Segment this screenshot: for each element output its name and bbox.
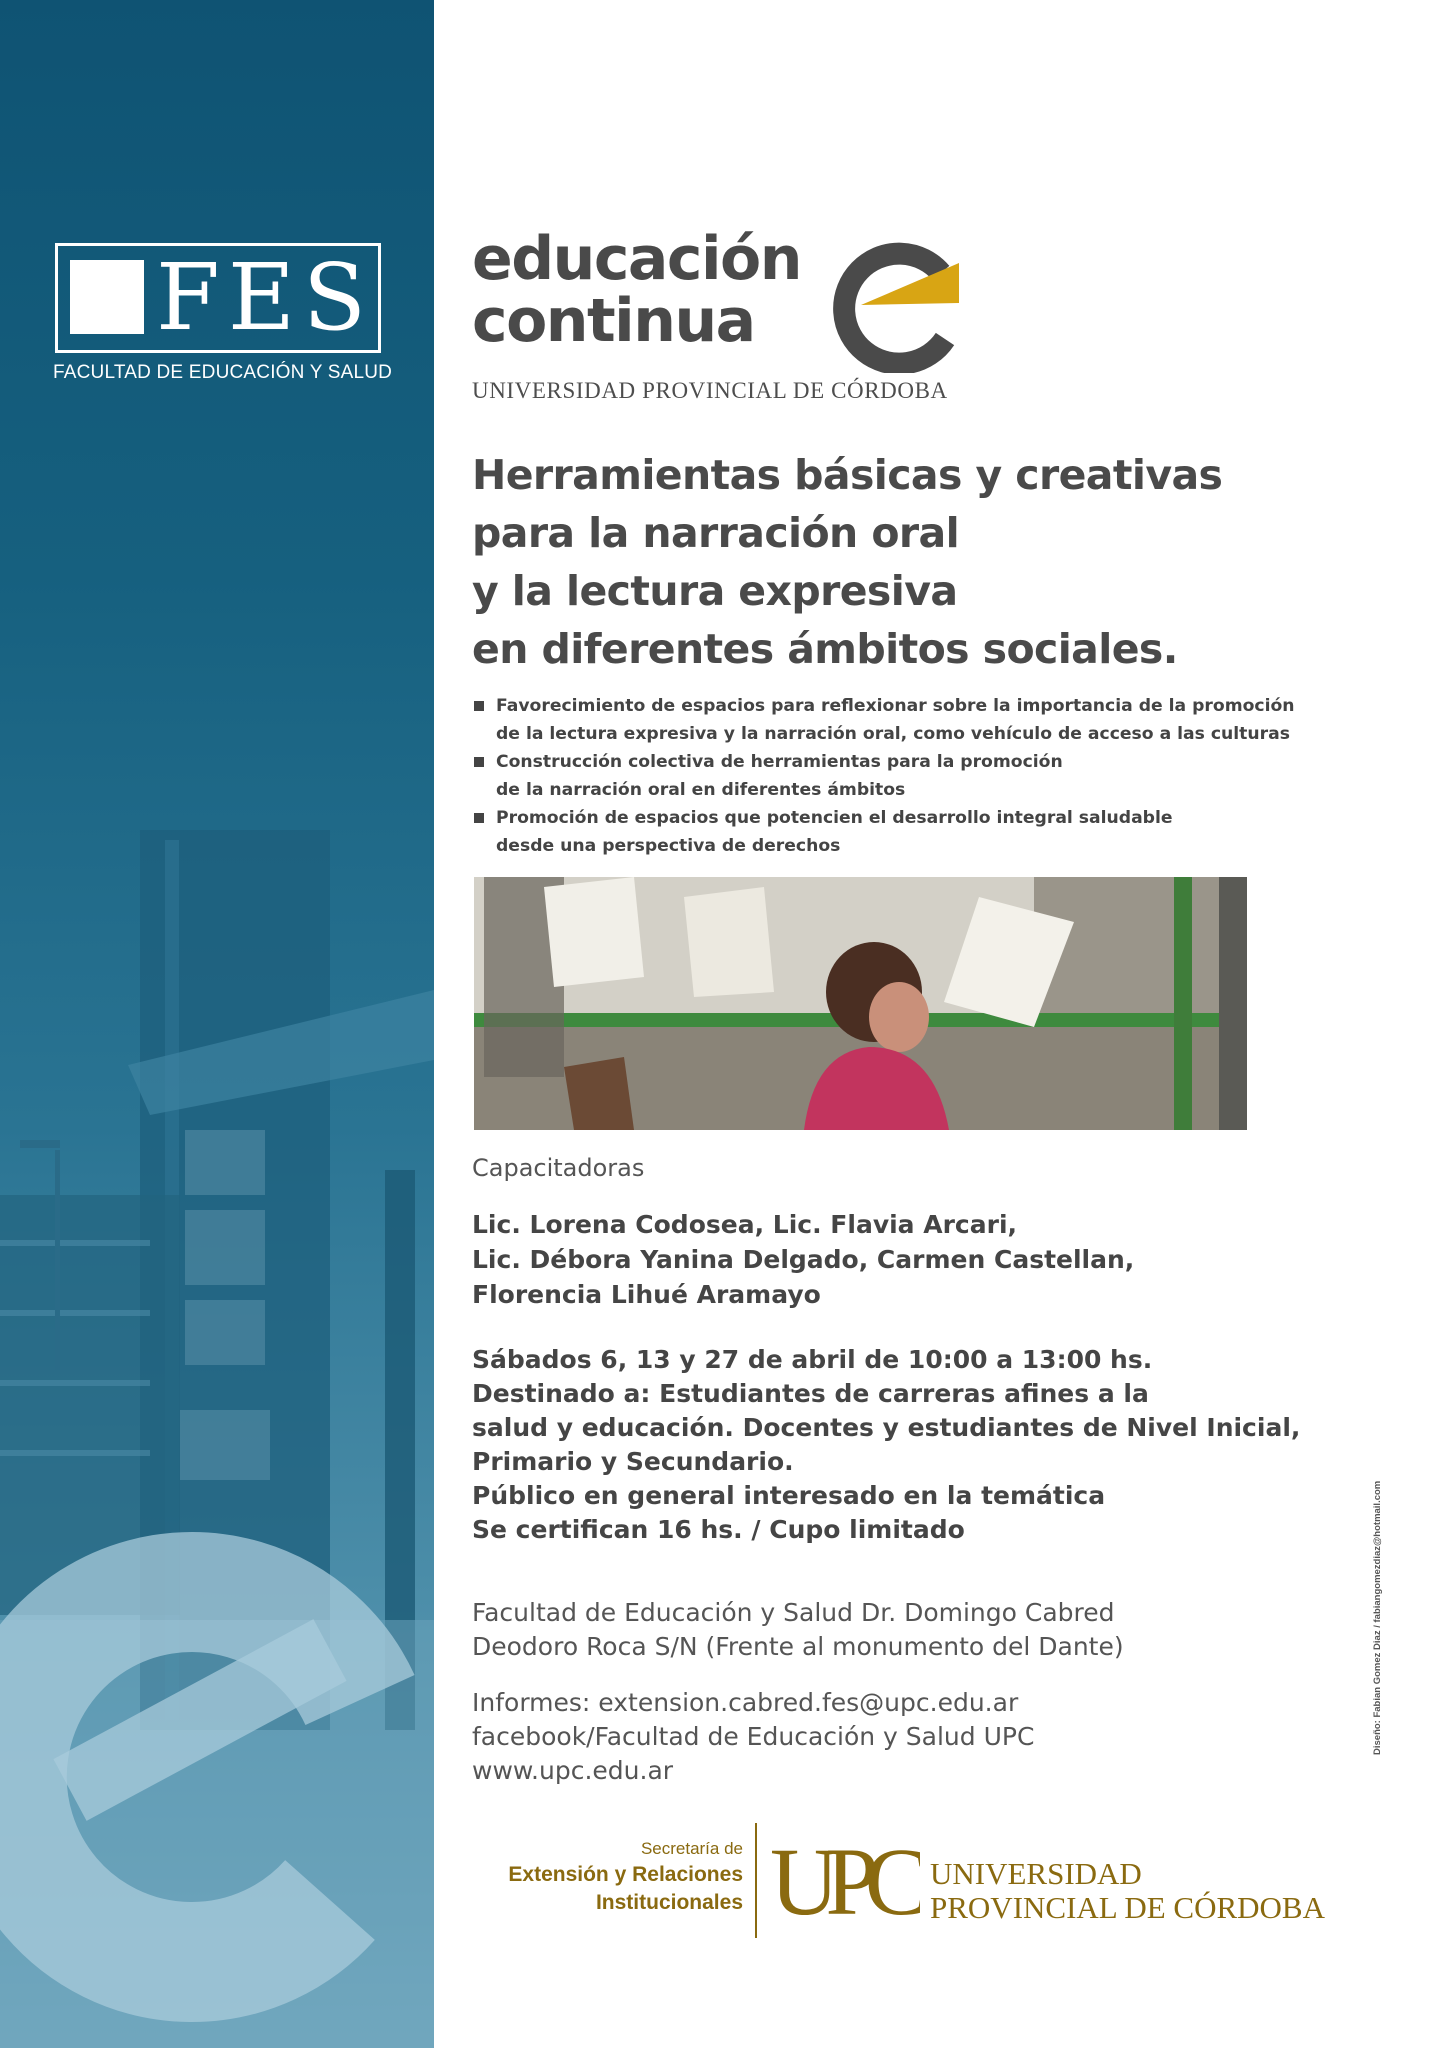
- venue-info: [472, 1596, 1124, 1664]
- course-title: [472, 446, 1372, 678]
- bullet-square-icon: [474, 701, 484, 711]
- e-logo-icon: [833, 233, 973, 373]
- sidebar-band: [0, 0, 434, 2048]
- course-title-line: y la lectura expresiva: [472, 567, 958, 615]
- contact-info: [472, 1686, 1034, 1788]
- objective-line: de la narración oral en diferentes ámbitos: [496, 780, 906, 800]
- contact-website[interactable]: www.upc.edu.ar: [472, 1756, 674, 1785]
- course-title-line: en diferentes ámbitos sociales.: [472, 625, 1178, 673]
- course-title-line: Herramientas básicas y creativas: [472, 451, 1223, 499]
- detail-line: Sábados 6, 13 y 27 de abril de 10:00 a 13:00 hs.: [472, 1345, 1153, 1374]
- detail-line: Se certifican 16 hs. / Cupo limitado: [472, 1515, 965, 1544]
- objective-line: Favorecimiento de espacios para reflexionar sobre la importancia de la promoción: [496, 696, 1295, 716]
- fes-logo: [55, 243, 381, 353]
- secretaria-block: [450, 1837, 743, 1917]
- detail-line: Público en general interesado en la temática: [472, 1481, 1106, 1510]
- bullet-square-icon: [474, 757, 484, 767]
- objective-line: Construcción colectiva de herramientas para la promoción: [496, 752, 1063, 772]
- objective-line: Promoción de espacios que potencien el desarrollo integral saludable: [496, 808, 1173, 828]
- objective-line: desde una perspectiva de derechos: [496, 836, 841, 856]
- fes-logo-text: FES: [156, 244, 375, 351]
- upc-full-name: [930, 1857, 1325, 1925]
- trainers-line: Florencia Lihué Aramayo: [472, 1280, 821, 1309]
- upc-name-line: UNIVERSIDAD: [930, 1856, 1142, 1891]
- upc-logo-text: UPC: [770, 1832, 915, 1927]
- course-photo: [474, 877, 1247, 1130]
- contact-email[interactable]: Informes: extension.cabred.fes@upc.edu.ar: [472, 1688, 1019, 1717]
- objectives-list: [472, 692, 1352, 860]
- secretaria-line: Secretaría de: [640, 1839, 743, 1858]
- objective-line: de la lectura expresiva y la narración oral, como vehículo de acceso a las culturas: [496, 724, 1290, 744]
- detail-line: Destinado a: Estudiantes de carreras afines a la: [472, 1379, 1149, 1408]
- fes-logo-square: [70, 260, 144, 334]
- venue-line: Deodoro Roca S/N (Frente al monumento del Dante): [472, 1632, 1124, 1661]
- objective-item: [472, 804, 1352, 860]
- brand-line-1: educación: [472, 224, 801, 294]
- university-name: UNIVERSIDAD PROVINCIAL DE CÓRDOBA: [472, 378, 948, 403]
- bullet-square-icon: [474, 813, 484, 823]
- upc-logo-icon: [770, 1832, 920, 1927]
- contact-facebook[interactable]: facebook/Facultad de Educación y Salud UPC: [472, 1722, 1035, 1751]
- design-credit: Diseño: Fabian Gomez Diaz / fabiangomezdiaz@hotmail.com: [1372, 1480, 1383, 1755]
- trainers-line: Lic. Lorena Codosea, Lic. Flavia Arcari,: [472, 1210, 1018, 1239]
- detail-line: Primario y Secundario.: [472, 1447, 794, 1476]
- fes-logo-subtitle: FACULTAD DE EDUCACIÓN Y SALUD: [53, 362, 393, 383]
- objective-item: [472, 692, 1352, 748]
- objective-item: [472, 748, 1352, 804]
- course-title-line: para la narración oral: [472, 509, 960, 557]
- upc-name-line: PROVINCIAL DE CÓRDOBA: [930, 1890, 1325, 1925]
- footer-divider: [755, 1823, 757, 1938]
- brand-line-2: continua: [472, 286, 755, 356]
- trainers-line: Lic. Débora Yanina Delgado, Carmen Castellan,: [472, 1245, 1135, 1274]
- detail-line: salud y educación. Docentes y estudiantes de Nivel Inicial,: [472, 1413, 1301, 1442]
- educacion-continua-title: [472, 224, 801, 356]
- course-details: [472, 1343, 1300, 1547]
- secretaria-line: Institucionales: [595, 1891, 743, 1914]
- trainers-label: Capacitadoras: [472, 1154, 645, 1182]
- venue-line: Facultad de Educación y Salud Dr. Domingo Cabred: [472, 1598, 1115, 1627]
- secretaria-line: Extensión y Relaciones: [508, 1863, 743, 1886]
- trainers-list: [472, 1207, 1134, 1312]
